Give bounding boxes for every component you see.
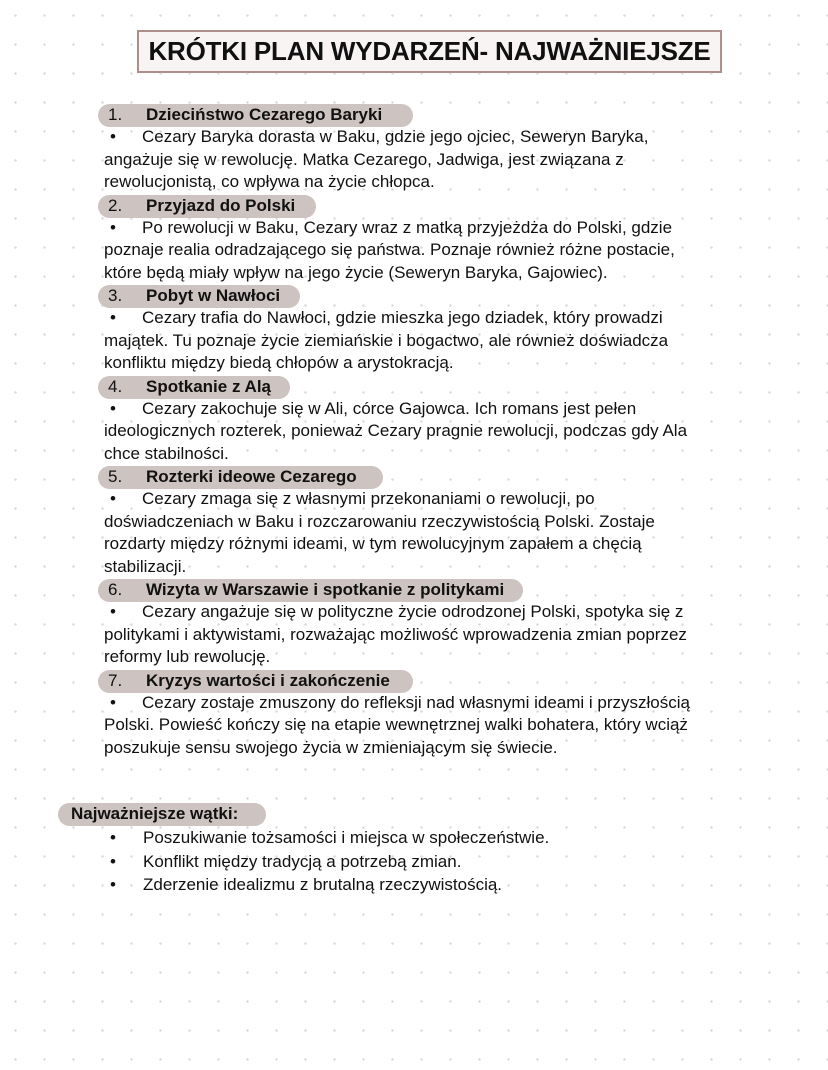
event-number: 5. bbox=[108, 467, 123, 486]
text-line: Cezary zostaje zmuszony do refleksji nad własnymi ideami i przyszłością bbox=[142, 692, 690, 712]
text-line: rozdarty między różnymi ideami, w tym rewolucyjnym zapałem a chęcią bbox=[104, 534, 642, 553]
text-line: Cezary zakochuje się w Ali, córce Gajowca. Ich romans jest pełen bbox=[142, 398, 637, 418]
event-number: 7. bbox=[108, 670, 123, 690]
event-description bbox=[104, 692, 784, 760]
list-item bbox=[58, 826, 758, 850]
text-line: Cezary trafia do Nawłoci, gdzie mieszka jego dziadek, który prowadzi bbox=[142, 308, 663, 327]
event-title: Dzieciństwo Cezarego Baryki bbox=[146, 105, 383, 124]
event-heading bbox=[104, 103, 784, 126]
event-description bbox=[104, 398, 784, 466]
threads-list bbox=[58, 826, 758, 897]
bullet-icon: • bbox=[110, 308, 116, 327]
bullet-icon: • bbox=[110, 489, 116, 508]
text-line: konfliktu między biedą chłopów a arystokracją. bbox=[104, 353, 454, 372]
bullet-icon: • bbox=[110, 692, 116, 712]
text-line: Cezary angażuje się w polityczne życie odrodzonej Polski, spotyka się z bbox=[142, 602, 684, 621]
event-number: 1. bbox=[108, 105, 123, 124]
text-line: poszukuje sensu swojego życia w zmieniającym się świecie. bbox=[104, 737, 558, 757]
event-description bbox=[104, 217, 784, 285]
threads-heading bbox=[58, 802, 758, 826]
bullet-icon: • bbox=[110, 602, 116, 621]
text-line: które będą miały wpływ na jego życie (Seweryn Baryka, Gajowiec). bbox=[104, 262, 608, 282]
list-item bbox=[58, 850, 758, 874]
threads-title: Najważniejsze wątki: bbox=[71, 804, 239, 823]
text-line: Po rewolucji w Baku, Cezary wraz z matką przyjeżdża do Polski, gdzie bbox=[142, 217, 673, 237]
page-title: KRÓTKI PLAN WYDARZEŃ- NAJWAŻNIEJSZE bbox=[148, 36, 711, 66]
text-line: stabilizacji. bbox=[104, 556, 187, 576]
event-number: 2. bbox=[108, 195, 123, 215]
event-title: Pobyt w Nawłoci bbox=[146, 286, 281, 305]
bullet-icon: • bbox=[110, 851, 116, 871]
text-line: Polski. Powieść kończy się na etapie wewnętrznej walki bohatera, który wciąż bbox=[104, 715, 688, 734]
event-title: Kryzys wartości i zakończenie bbox=[146, 670, 390, 690]
event-heading bbox=[104, 284, 784, 307]
event-7 bbox=[104, 669, 784, 760]
event-description bbox=[104, 307, 784, 375]
text-line: reformy lub rewolucję. bbox=[104, 647, 271, 666]
event-title: Wizyta w Warszawie i spotkanie z politykami bbox=[146, 580, 505, 599]
bullet-icon: • bbox=[110, 127, 116, 146]
event-3 bbox=[104, 284, 784, 375]
title-box bbox=[137, 30, 722, 73]
text-line: ideologicznych rozterek, ponieważ Cezary pragnie rewolucji, podczas gdy Ala bbox=[104, 421, 688, 440]
text-line: majątek. Tu poznaje życie ziemiańskie i bogactwo, ale również doświadcza bbox=[104, 330, 669, 350]
event-heading bbox=[104, 465, 784, 488]
text-line: angażuje się w rewolucję. Matka Cezarego, Jadwiga, jest związana z bbox=[104, 149, 624, 169]
thread-text: Zderzenie idealizmu z brutalną rzeczywistością. bbox=[143, 875, 503, 894]
event-title: Rozterki ideowe Cezarego bbox=[146, 467, 357, 486]
event-number: 4. bbox=[108, 376, 123, 396]
event-4 bbox=[104, 375, 784, 466]
event-title: Przyjazd do Polski bbox=[146, 195, 296, 215]
thread-text: Konflikt między tradycją a potrzebą zmian. bbox=[143, 851, 462, 871]
event-description bbox=[104, 488, 784, 578]
thread-text: Poszukiwanie tożsamości i miejsca w społeczeństwie. bbox=[143, 828, 550, 847]
event-title: Spotkanie z Alą bbox=[146, 376, 272, 396]
event-plan bbox=[104, 103, 784, 759]
event-5 bbox=[104, 465, 784, 578]
event-heading bbox=[104, 669, 784, 692]
text-line: doświadczeniach w Baku i rozczarowaniu rzeczywistością Polski. Zostaje bbox=[104, 511, 655, 531]
event-6 bbox=[104, 578, 784, 669]
event-2 bbox=[104, 194, 784, 285]
bullet-icon: • bbox=[110, 398, 116, 418]
text-line: politykami i aktywistami, rozważając możliwość wprowadzenia zmian poprzez bbox=[104, 624, 687, 644]
event-heading bbox=[104, 194, 784, 217]
bullet-icon: • bbox=[110, 217, 116, 237]
event-description bbox=[104, 601, 784, 669]
event-number: 6. bbox=[108, 580, 123, 599]
bullet-icon: • bbox=[110, 828, 116, 847]
text-line: Cezary zmaga się z własnymi przekonaniami o rewolucji, po bbox=[142, 489, 595, 508]
text-line: chce stabilności. bbox=[104, 443, 229, 463]
text-line: rewolucjonistą, co wpływa na życie chłopca. bbox=[104, 172, 435, 191]
event-heading bbox=[104, 578, 784, 601]
text-line: Cezary Baryka dorasta w Baku, gdzie jego ojciec, Seweryn Baryka, bbox=[142, 127, 649, 146]
event-description bbox=[104, 126, 784, 194]
key-threads-section bbox=[58, 802, 758, 897]
text-line: poznaje realia odradzającego się państwa. Poznaje również różne postacie, bbox=[104, 240, 675, 259]
bullet-icon: • bbox=[110, 875, 116, 894]
event-number: 3. bbox=[108, 286, 123, 305]
event-1 bbox=[104, 103, 784, 194]
event-heading bbox=[104, 375, 784, 398]
list-item bbox=[58, 873, 758, 897]
